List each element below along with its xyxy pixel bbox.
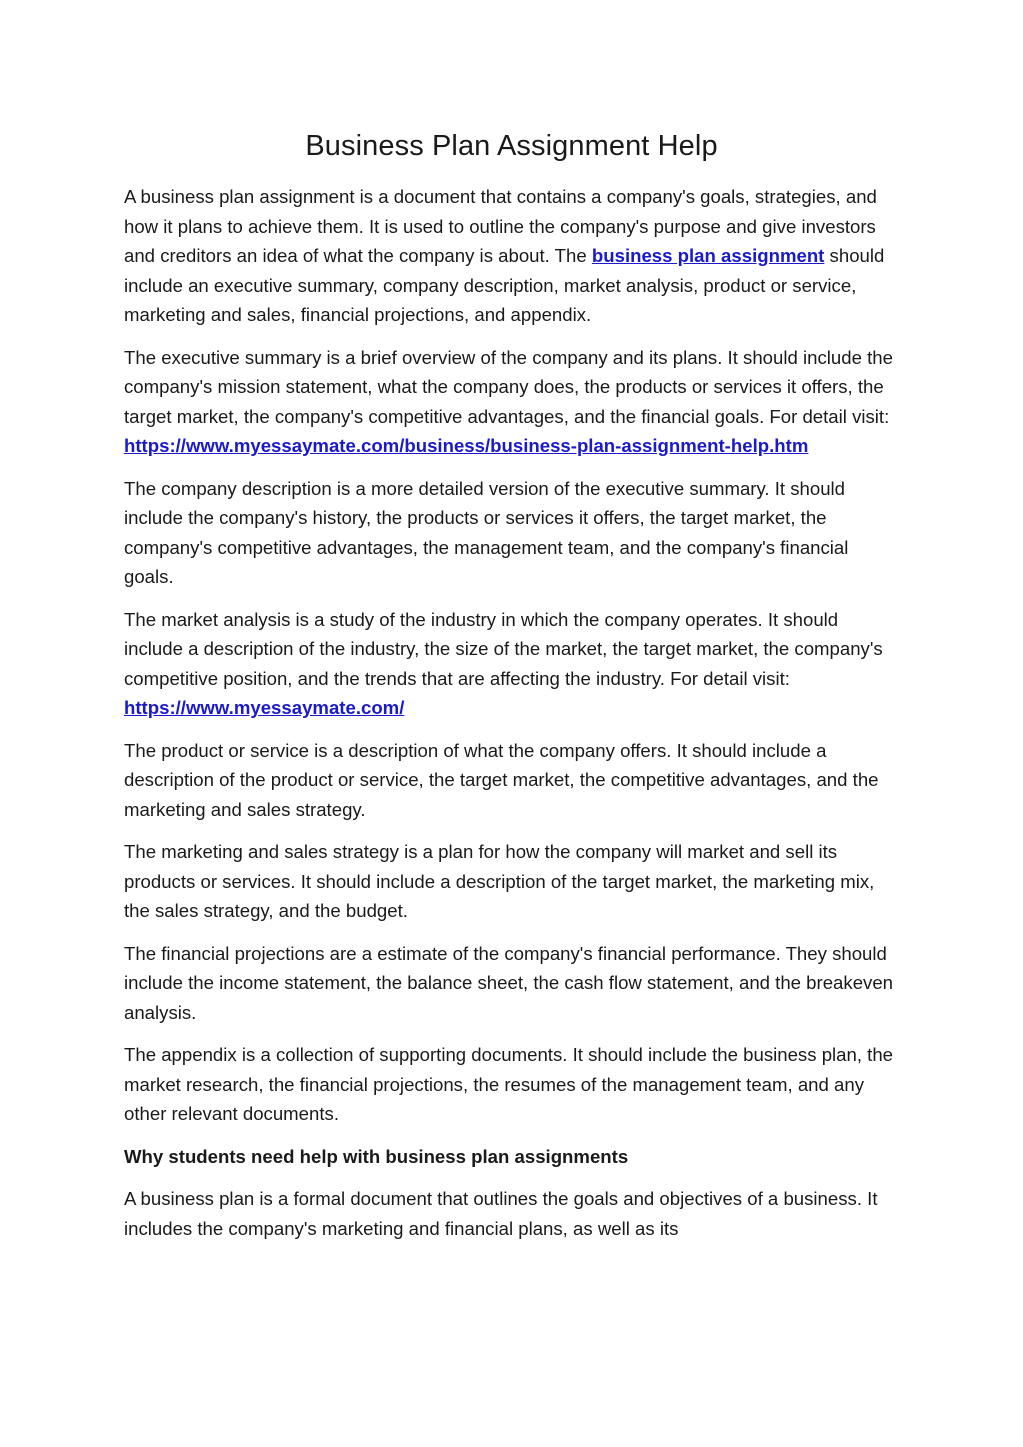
page-title: Business Plan Assignment Help <box>305 130 718 162</box>
business-plan-assignment-link[interactable]: business plan assignment <box>591 245 825 266</box>
company-description-paragraph: The company description is a more detailed version of the executive summary. It should include the company's history, the products or services it offers, the target market, the company's competitive advantages, the management team, and the company's financial goals. <box>124 477 849 587</box>
market-analysis-text: The market analysis is a study of the industry in which the company operates. It should include a description of the industry, the size of the market, the target market, the company's competitive position, and the trends that are affecting the industry. For detail visit: <box>124 608 883 689</box>
executive-summary-paragraph <box>124 343 899 461</box>
myessaymate-home-link[interactable]: https://www.myessaymate.com/ <box>124 697 405 718</box>
financial-projections-paragraph: The financial projections are a estimate of the company's financial performance. They should include the income statement, the balance sheet, the cash flow statement, and the breakeven analysis. <box>124 942 894 1023</box>
market-analysis-paragraph <box>124 605 899 723</box>
appendix-paragraph: The appendix is a collection of supporting documents. It should include the business plan, the market research, the financial projections, the resumes of the management team, and any other relevant documents. <box>124 1044 894 1124</box>
intro-text-b: should include an executive summary, company description, market analysis, product or service, marketing and sales, financial projections, and appendix. <box>124 245 885 325</box>
business-plan-help-url-link[interactable]: https://www.myessaymate.com/business/business-plan-assignment-help.htm <box>124 435 809 456</box>
executive-summary-text: The executive summary is a brief overview of the company and its plans. It should include the company's mission statement, what the company does, the products or services it offers, the target market, the company's competitive advantages, and the financial goals. For detail visit: <box>124 346 893 427</box>
marketing-sales-paragraph: The marketing and sales strategy is a plan for how the company will market and sell its products or services. It should include a description of the target market, the marketing mix, the sales strategy, and the budget. <box>124 841 875 921</box>
intro-text-a: A business plan assignment is a document that contains a company's goals, strategies, and how it plans to achieve them. It is used to outline the company's purpose and give investors and creditors an idea of what the company is about. The <box>124 186 877 266</box>
product-service-paragraph: The product or service is a description of what the company offers. It should include a description of the product or service, the target market, the competitive advantages, and the marketing and sales strategy. <box>124 739 879 820</box>
section-subheading: Why students need help with business plan assignments <box>124 1145 629 1167</box>
document-page <box>124 126 899 1256</box>
closing-paragraph: A business plan is a formal document that outlines the goals and objectives of a business. It includes the company's marketing and financial plans, as well as its <box>124 1188 878 1239</box>
intro-paragraph <box>124 182 899 330</box>
